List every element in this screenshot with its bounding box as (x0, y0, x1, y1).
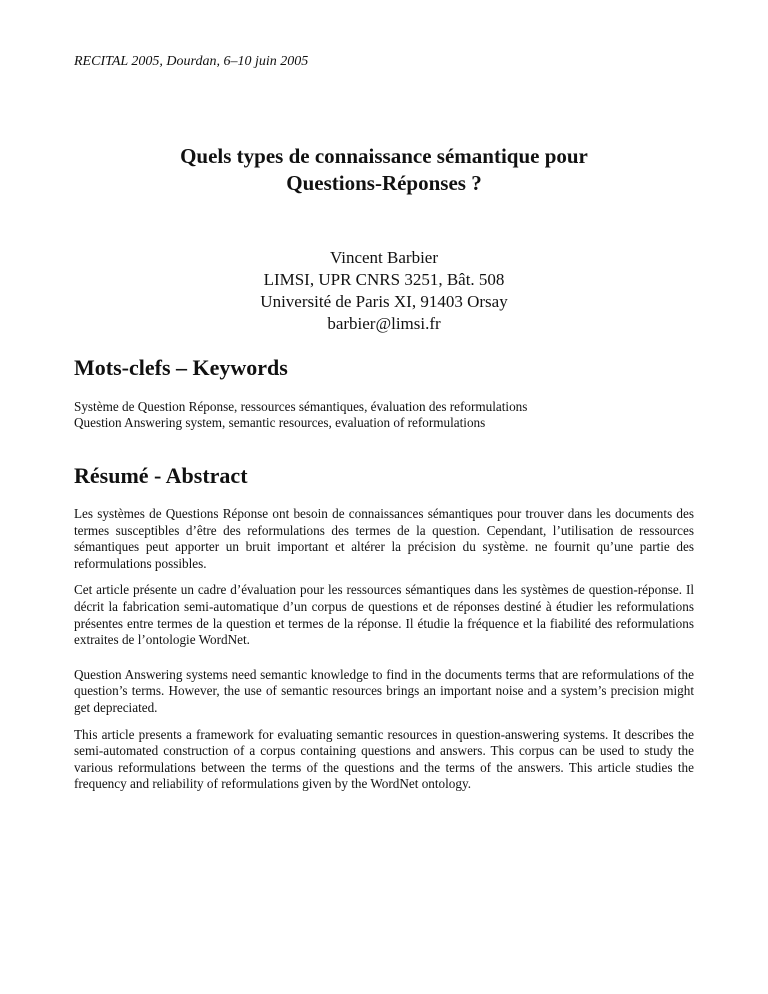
keywords-heading: Mots-clefs – Keywords (74, 355, 288, 380)
abstract-en-paragraph-2: This article presents a framework for evaluating semantic resources in question-answering systems. It describes the semi-automated construction of a corpus containing questions and answers. This corpus can be used to study the various reformulations between the terms of the questions and the terms of the answers. This article studies the frequency and reliability of reformulations given by the WordNet ontology. (74, 726, 694, 792)
running-head: RECITAL 2005, Dourdan, 6–10 juin 2005 (74, 54, 309, 69)
author-block (74, 247, 694, 335)
author-affiliation-2: Université de Paris XI, 91403 Orsay (260, 292, 508, 311)
abstract-en-paragraph-1: Question Answering systems need semantic knowledge to find in the documents terms that are reformulations of the question’s terms. However, the use of semantic resources brings an important noise and a system’s precision might get depreciated. (74, 666, 694, 715)
author-name: Vincent Barbier (329, 248, 439, 267)
abstract-body (74, 506, 694, 793)
title-line-1: Quels types de connaissance sémantique pour (180, 144, 588, 168)
abstract-fr-paragraph-1: Les systèmes de Questions Réponse ont besoin de connaissances sémantiques pour trouver dans les documents des termes susceptibles d’être des reformulations des termes de la question. Cependant, l’utilisation de ressources sémantiques peut apporter un bruit important et altérer la précision du système. ne fournit qu’une partie des reformulations possibles. (74, 506, 694, 571)
author-email: barbier@limsi.fr (327, 314, 441, 333)
author-affiliation-1: LIMSI, UPR CNRS 3251, Bât. 508 (263, 270, 505, 289)
keywords-en: Question Answering system, semantic resources, evaluation of reformulations (74, 415, 486, 430)
abstract-heading: Résumé - Abstract (74, 463, 248, 488)
title-line-2: Questions-Réponses ? (286, 171, 482, 195)
keywords-fr: Système de Question Réponse, ressources sémantiques, évaluation des reformulations (74, 399, 528, 414)
keywords-block (74, 399, 694, 431)
abstract-fr-paragraph-2: Cet article présente un cadre d’évaluation pour les ressources sémantiques dans les systèmes de question-réponse. Il décrit la fabrication semi-automatique d’un corpus de questions et de réponses destiné à étudier les reformulations présentes entre termes de la question et termes de la réponse. Il étudie la fréquence et la fiabilité des reformulations extraites de l’ontologie WordNet. (74, 582, 694, 648)
paper-title (74, 143, 694, 197)
